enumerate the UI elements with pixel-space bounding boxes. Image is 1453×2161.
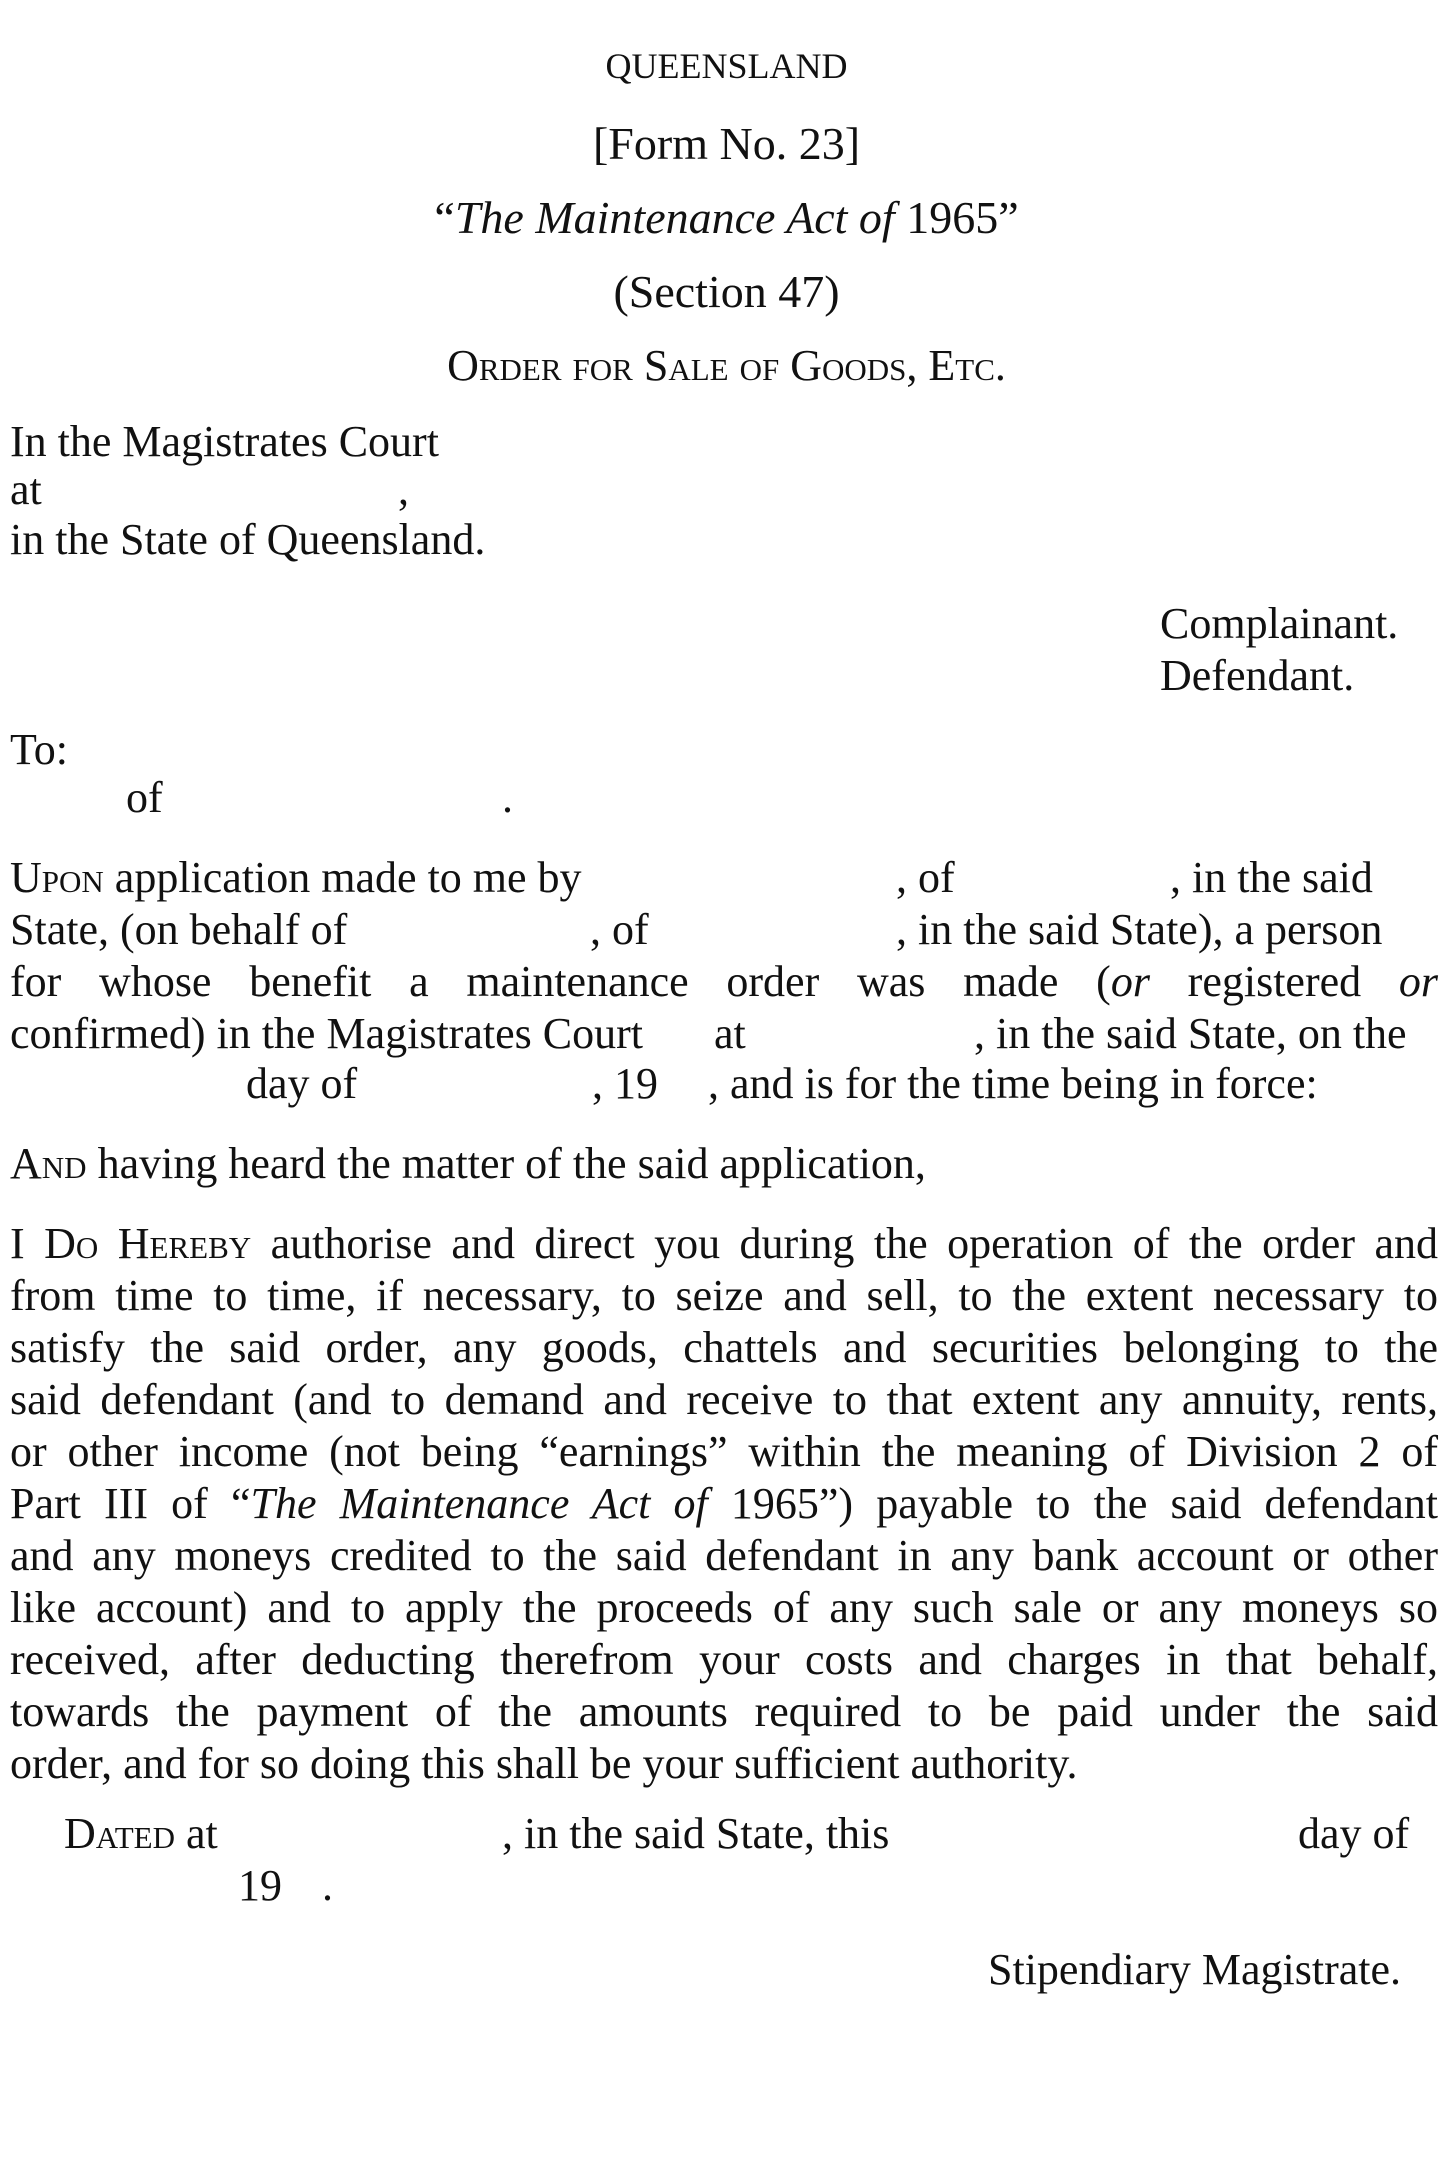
state-heading: QUEENSLAND bbox=[605, 46, 848, 86]
dated-at: at bbox=[175, 1809, 218, 1858]
authorise-line-6 bbox=[10, 1478, 1438, 1530]
authorise-line-6-b: 1965”) payable to the said defendant bbox=[707, 1479, 1439, 1528]
act-title-open-quote: “ bbox=[434, 192, 455, 243]
order-title: Order for Sale of Goods, Etc. bbox=[447, 341, 1006, 390]
dated-line-end: day of bbox=[1298, 1809, 1410, 1858]
heard-text: having heard the matter of the said application, bbox=[86, 1139, 926, 1188]
to-label: To: bbox=[10, 725, 69, 774]
authorise-line-3: satisfy the said order, any goods, chattels and securities belonging to the bbox=[10, 1323, 1438, 1372]
of-dot: . bbox=[502, 773, 513, 822]
application-line-5-c: , and is for the time being in force: bbox=[708, 1059, 1318, 1108]
authorise-line-4: said defendant (and to demand and receive to that extent any annuity, rents, bbox=[10, 1375, 1438, 1424]
court-line-3: in the State of Queensland. bbox=[10, 515, 486, 564]
application-line-3 bbox=[10, 956, 1438, 1008]
dated-line-a bbox=[64, 1808, 218, 1860]
application-line-2-a: State, (on behalf of bbox=[10, 905, 348, 954]
dated-lead: Dated bbox=[64, 1809, 175, 1858]
application-line-3-or-1: or bbox=[1110, 957, 1150, 1006]
application-line-3-b: registered bbox=[1149, 957, 1399, 1006]
authorise-line-6-italic: The Maintenance Act of bbox=[250, 1479, 708, 1528]
act-title bbox=[0, 192, 1453, 244]
section-reference: (Section 47) bbox=[613, 266, 840, 317]
court-line-2-at: at bbox=[10, 465, 42, 514]
and-lead: And bbox=[10, 1139, 87, 1188]
application-line-2-c: , in the said State), a person bbox=[896, 905, 1383, 954]
application-line-5-year: , 19 bbox=[592, 1059, 658, 1108]
complainant-label: Complainant. bbox=[1160, 599, 1399, 648]
application-line-1-said: , in the said bbox=[1170, 853, 1373, 902]
court-line-2-comma: , bbox=[398, 465, 409, 514]
authorise-line-6-a: Part III of “ bbox=[10, 1479, 251, 1528]
application-line-4-c: , in the said State, on the bbox=[974, 1009, 1407, 1058]
authorise-line-8: like account) and to apply the proceeds of any such sale or any moneys so bbox=[10, 1583, 1438, 1632]
application-line-1-of: , of bbox=[896, 853, 955, 902]
authorise-line-5: or other income (not being “earnings” within the meaning of Division 2 of bbox=[10, 1427, 1438, 1476]
authorise-line-2: from time to time, if necessary, to seize and sell, to the extent necessary to bbox=[10, 1271, 1438, 1320]
magistrate-title: Stipendiary Magistrate. bbox=[988, 1945, 1402, 1994]
application-line-1-text: application made to me by bbox=[103, 853, 582, 902]
act-title-italic: The Maintenance Act of bbox=[454, 192, 895, 243]
authorise-paragraph bbox=[10, 1218, 1438, 1790]
authorise-line-10: towards the payment of the amounts required to be paid under the said bbox=[10, 1687, 1438, 1736]
of-label: of bbox=[126, 773, 163, 822]
application-line-5-day: day of bbox=[246, 1059, 358, 1108]
authorise-line-1-text: authorise and direct you during the operation of the order and bbox=[251, 1219, 1438, 1268]
court-line-1: In the Magistrates Court bbox=[10, 417, 439, 466]
dated-line-mid: , in the said State, this bbox=[502, 1809, 890, 1858]
application-line-3-or-2: or bbox=[1398, 957, 1438, 1006]
i-do-hereby-lead: I Do Hereby bbox=[10, 1219, 252, 1268]
authorise-line-1 bbox=[10, 1218, 1438, 1270]
heard-paragraph bbox=[10, 1138, 926, 1190]
authorise-line-7: and any moneys credited to the said defendant in any bank account or other bbox=[10, 1531, 1438, 1580]
application-line-4-a: confirmed) in the Magistrates Court bbox=[10, 1009, 643, 1058]
form-number: [Form No. 23] bbox=[592, 118, 861, 169]
dated-year-dot: . bbox=[322, 1861, 333, 1910]
upon-lead: Upon bbox=[10, 853, 104, 902]
application-line-4-at: at bbox=[714, 1009, 746, 1058]
application-line-2-of: , of bbox=[590, 905, 649, 954]
application-line-3-a: for whose benefit a maintenance order was made ( bbox=[10, 957, 1111, 1006]
dated-year: 19 bbox=[238, 1861, 282, 1910]
defendant-label: Defendant. bbox=[1160, 651, 1355, 700]
application-line-1-a bbox=[10, 852, 582, 904]
authorise-line-9: received, after deducting therefrom your costs and charges in that behalf, bbox=[10, 1635, 1438, 1684]
act-title-year: 1965” bbox=[894, 192, 1019, 243]
authorise-line-11: order, and for so doing this shall be your sufficient authority. bbox=[10, 1739, 1078, 1788]
